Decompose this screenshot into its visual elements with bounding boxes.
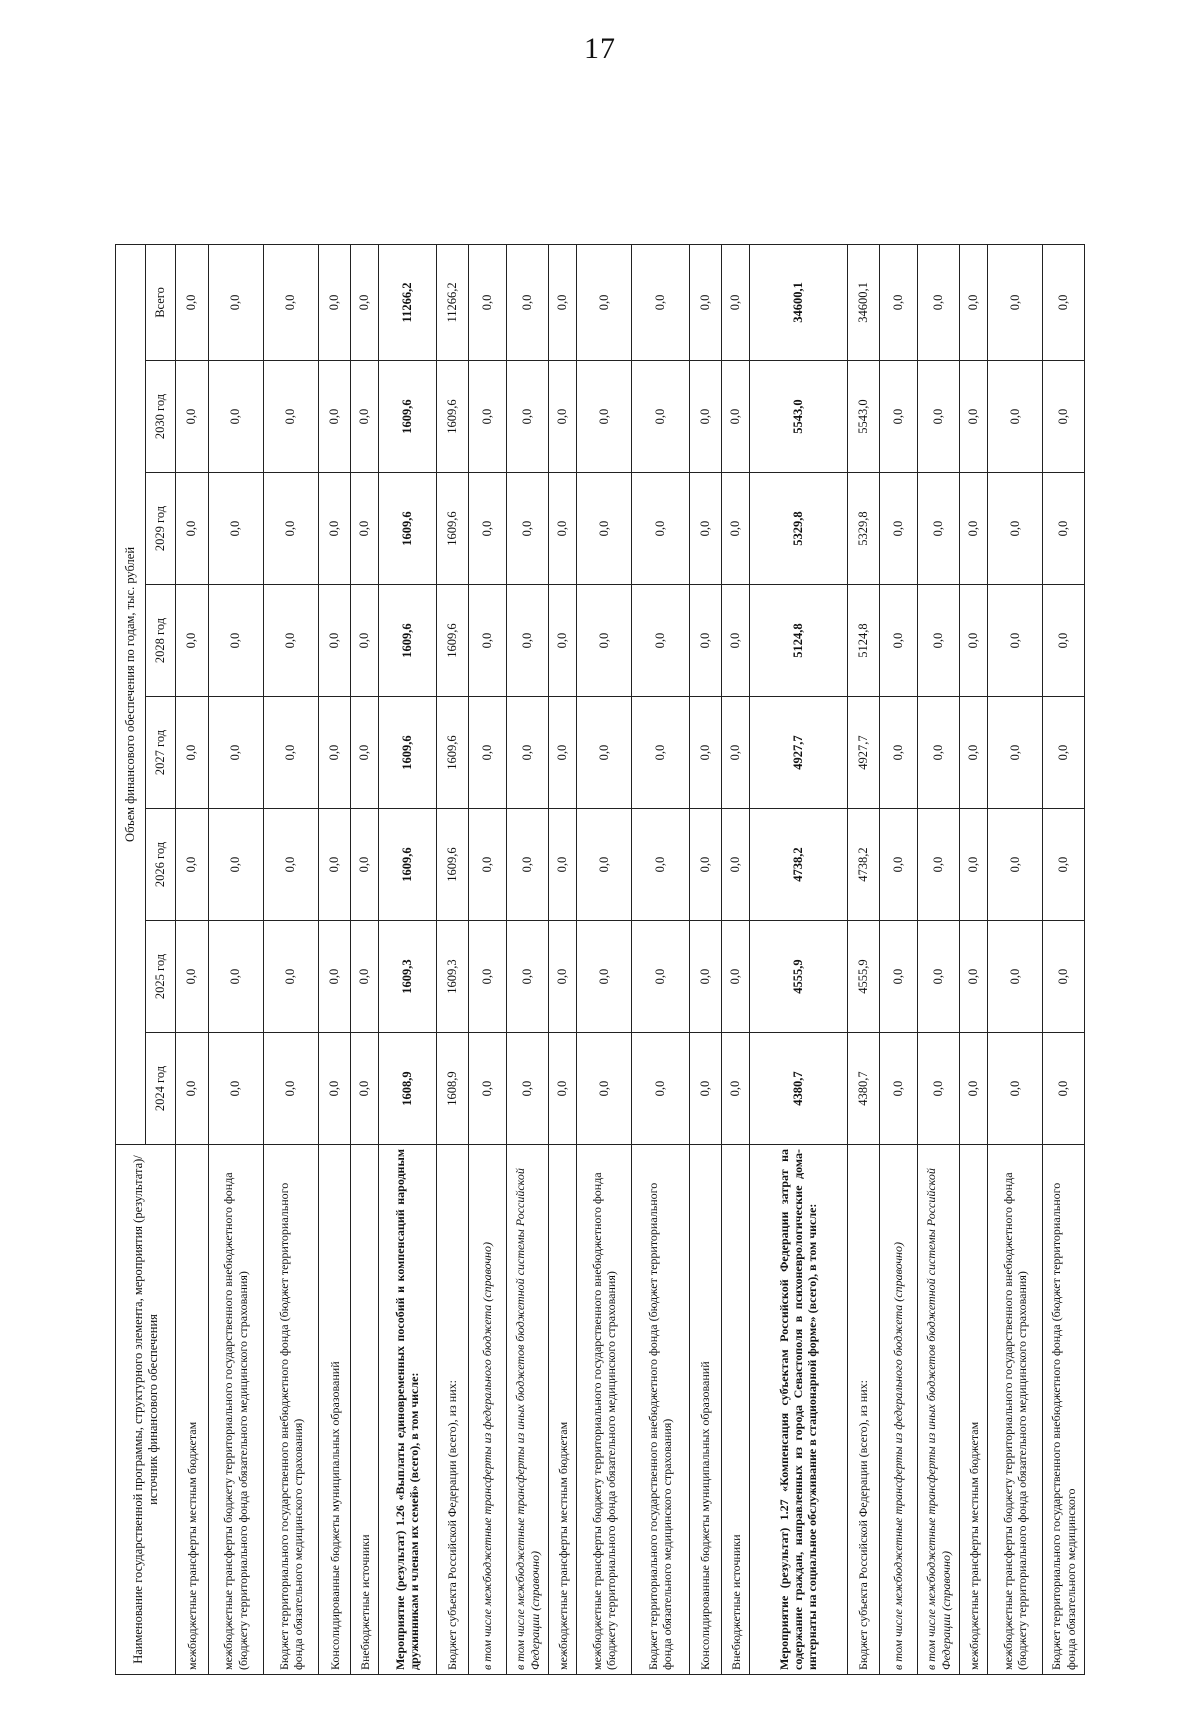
row-name-cell: межбюджетные трансферты бюджету территориального государственного внебюджетного фонда (бюджету территориального фонда обязательного медицинского страхования) (208, 1145, 263, 1675)
row-value-cell: 0,0 (632, 473, 690, 585)
table-row (436, 244, 469, 1674)
row-value-cell: 0,0 (917, 473, 960, 585)
row-value-cell: 0,0 (988, 697, 1043, 809)
row-value-cell: 0,0 (318, 809, 351, 921)
header-financing-group: Объем финансового обеспечения по годам, тыс. рублей (116, 244, 146, 1144)
row-value-cell: 0,0 (988, 921, 1043, 1033)
row-name-cell: Консолидированные бюджеты муниципальных образований (318, 1145, 351, 1675)
header-year-2026: 2026 год (146, 809, 176, 921)
row-value-cell: 0,0 (176, 809, 209, 921)
row-value-cell: 0,0 (549, 585, 577, 697)
row-name-cell: Консолидированные бюджеты муниципальных образований (689, 1145, 722, 1675)
row-value-cell: 0,0 (917, 921, 960, 1033)
row-value-cell: 0,0 (722, 921, 750, 1033)
table-row (263, 244, 318, 1674)
row-value-cell: 0,0 (208, 473, 263, 585)
row-value-cell: 0,0 (263, 473, 318, 585)
row-value-cell: 0,0 (988, 361, 1043, 473)
row-value-cell: 0,0 (576, 473, 631, 585)
header-year-2029: 2029 год (146, 473, 176, 585)
row-value-cell: 0,0 (1043, 473, 1085, 585)
row-value-cell: 5543,0 (749, 361, 847, 473)
row-value-cell: 0,0 (689, 1033, 722, 1145)
row-value-cell: 0,0 (176, 473, 209, 585)
row-value-cell: 0,0 (632, 1033, 690, 1145)
row-value-cell: 0,0 (318, 697, 351, 809)
row-value-cell: 4380,7 (749, 1033, 847, 1145)
row-total-cell: 0,0 (469, 244, 507, 360)
row-total-cell: 0,0 (632, 244, 690, 360)
row-name-cell: Внебюджетные источники (722, 1145, 750, 1675)
row-value-cell: 0,0 (917, 697, 960, 809)
row-value-cell: 0,0 (176, 361, 209, 473)
row-value-cell: 0,0 (1043, 697, 1085, 809)
row-value-cell: 0,0 (632, 921, 690, 1033)
header-year-2024: 2024 год (146, 1033, 176, 1145)
row-name-cell: в том числе межбюджетные трансферты из иных бюджетов бюджетной системы Российской Федерации (справочно) (506, 1145, 549, 1675)
row-value-cell: 0,0 (722, 585, 750, 697)
row-value-cell: 0,0 (880, 921, 918, 1033)
row-value-cell: 0,0 (988, 585, 1043, 697)
row-value-cell: 0,0 (351, 809, 379, 921)
row-value-cell: 1609,6 (436, 697, 469, 809)
row-value-cell: 0,0 (506, 697, 549, 809)
row-value-cell: 0,0 (263, 585, 318, 697)
row-value-cell: 0,0 (576, 921, 631, 1033)
row-value-cell: 0,0 (960, 809, 988, 921)
row-value-cell: 0,0 (469, 809, 507, 921)
row-value-cell: 0,0 (917, 1033, 960, 1145)
row-value-cell: 0,0 (722, 361, 750, 473)
header-year-2028: 2028 год (146, 585, 176, 697)
row-value-cell: 4555,9 (847, 921, 880, 1033)
table-row (1043, 244, 1085, 1674)
row-value-cell: 0,0 (988, 1033, 1043, 1145)
row-total-cell: 0,0 (318, 244, 351, 360)
row-value-cell: 5124,8 (847, 585, 880, 697)
row-value-cell: 0,0 (549, 809, 577, 921)
row-value-cell: 0,0 (351, 585, 379, 697)
row-name-cell: Бюджет субъекта Российской Федерации (всего), из них: (847, 1145, 880, 1675)
row-value-cell: 0,0 (506, 921, 549, 1033)
financing-table (115, 244, 1085, 1675)
row-value-cell: 0,0 (880, 1033, 918, 1145)
row-value-cell: 0,0 (469, 361, 507, 473)
row-name-cell: Бюджет территориального государственного внебюджетного фонда (бюджет территориального фонда обязательного медицинского (1043, 1145, 1085, 1675)
row-value-cell: 0,0 (549, 1033, 577, 1145)
row-value-cell: 0,0 (506, 809, 549, 921)
table-row (576, 244, 631, 1674)
table-row (722, 244, 750, 1674)
row-total-cell: 11266,2 (436, 244, 469, 360)
row-value-cell: 4380,7 (847, 1033, 880, 1145)
row-value-cell: 0,0 (917, 585, 960, 697)
row-value-cell: 0,0 (880, 361, 918, 473)
row-value-cell: 0,0 (1043, 1033, 1085, 1145)
row-value-cell: 1609,6 (379, 585, 437, 697)
table-row (880, 244, 918, 1674)
row-value-cell: 1609,3 (436, 921, 469, 1033)
page-number: 17 (584, 32, 616, 65)
row-total-cell: 0,0 (689, 244, 722, 360)
row-value-cell: 0,0 (960, 697, 988, 809)
row-name-cell: Мероприятие (результат) 1.27 «Компенсация субъектам Российской Федерации затрат на содержание граждан, направленных из города Севастополя в психоневрологические дома-интернаты на социальное обслуживание в стационарной форме» (всего), в том числе: (749, 1145, 847, 1675)
row-value-cell: 0,0 (880, 809, 918, 921)
row-total-cell: 0,0 (960, 244, 988, 360)
row-total-cell: 0,0 (880, 244, 918, 360)
row-value-cell: 0,0 (469, 585, 507, 697)
row-value-cell: 0,0 (917, 809, 960, 921)
row-value-cell: 0,0 (1043, 809, 1085, 921)
table-row (749, 244, 847, 1674)
header-name-column: Наименование государственной программы, структурного элемента, мероприятия (результата)/источник финансового обеспечения (116, 1145, 176, 1675)
row-name-cell: Мероприятие (результат) 1.26 «Выплаты единовременных пособий и компенсаций народным дружинникам и членам их семей» (всего), в том числе: (379, 1145, 437, 1675)
row-name-cell: Бюджет территориального государственного внебюджетного фонда (бюджет территориального фонда обязательного медицинского страхования) (263, 1145, 318, 1675)
row-value-cell: 0,0 (689, 697, 722, 809)
row-value-cell: 0,0 (1043, 361, 1085, 473)
row-value-cell: 0,0 (576, 697, 631, 809)
row-value-cell: 0,0 (318, 361, 351, 473)
row-value-cell: 0,0 (632, 585, 690, 697)
table-row (960, 244, 988, 1674)
row-value-cell: 0,0 (549, 921, 577, 1033)
row-value-cell: 0,0 (689, 473, 722, 585)
row-value-cell: 0,0 (208, 921, 263, 1033)
row-value-cell: 0,0 (351, 1033, 379, 1145)
row-value-cell: 0,0 (351, 697, 379, 809)
row-name-cell: Бюджет субъекта Российской Федерации (всего), из них: (436, 1145, 469, 1675)
row-total-cell: 0,0 (208, 244, 263, 360)
row-value-cell: 0,0 (318, 1033, 351, 1145)
row-value-cell: 0,0 (176, 1033, 209, 1145)
row-value-cell: 0,0 (351, 473, 379, 585)
table-row (988, 244, 1043, 1674)
row-value-cell: 0,0 (576, 809, 631, 921)
row-value-cell: 4927,7 (749, 697, 847, 809)
table-row (318, 244, 351, 1674)
row-value-cell: 0,0 (318, 585, 351, 697)
row-value-cell: 0,0 (960, 361, 988, 473)
row-total-cell: 0,0 (506, 244, 549, 360)
row-value-cell: 0,0 (469, 473, 507, 585)
row-value-cell: 0,0 (469, 1033, 507, 1145)
table-row (632, 244, 690, 1674)
row-value-cell: 0,0 (880, 585, 918, 697)
row-value-cell: 1609,6 (436, 361, 469, 473)
row-value-cell: 5329,8 (749, 473, 847, 585)
row-value-cell: 0,0 (176, 585, 209, 697)
row-value-cell: 0,0 (263, 809, 318, 921)
row-value-cell: 0,0 (506, 1033, 549, 1145)
row-value-cell: 0,0 (208, 697, 263, 809)
row-value-cell: 0,0 (960, 585, 988, 697)
table-row (351, 244, 379, 1674)
row-value-cell: 5543,0 (847, 361, 880, 473)
row-value-cell: 0,0 (632, 361, 690, 473)
table-row (176, 244, 209, 1674)
row-value-cell: 1608,9 (379, 1033, 437, 1145)
row-total-cell: 0,0 (576, 244, 631, 360)
row-total-cell: 0,0 (988, 244, 1043, 360)
row-value-cell: 4738,2 (749, 809, 847, 921)
row-value-cell: 1609,6 (436, 473, 469, 585)
row-value-cell: 0,0 (689, 921, 722, 1033)
table-row (549, 244, 577, 1674)
row-name-cell: межбюджетные трансферты местным бюджетам (176, 1145, 209, 1675)
row-value-cell: 0,0 (506, 585, 549, 697)
row-value-cell: 0,0 (960, 1033, 988, 1145)
table-row (469, 244, 507, 1674)
table-body (176, 244, 1085, 1674)
row-name-cell: в том числе межбюджетные трансферты из федерального бюджета (справочно) (880, 1145, 918, 1675)
row-value-cell: 0,0 (263, 921, 318, 1033)
row-value-cell: 1609,6 (379, 473, 437, 585)
row-name-cell: межбюджетные трансферты бюджету территориального государственного внебюджетного фонда (бюджету территориального фонда обязательного медицинского страхования) (576, 1145, 631, 1675)
row-value-cell: 0,0 (263, 1033, 318, 1145)
row-total-cell: 0,0 (176, 244, 209, 360)
row-name-cell: Внебюджетные источники (351, 1145, 379, 1675)
row-value-cell: 4738,2 (847, 809, 880, 921)
table-row (847, 244, 880, 1674)
row-value-cell: 0,0 (549, 361, 577, 473)
row-total-cell: 0,0 (549, 244, 577, 360)
row-value-cell: 0,0 (549, 697, 577, 809)
row-value-cell: 0,0 (351, 361, 379, 473)
row-value-cell: 0,0 (208, 1033, 263, 1145)
row-name-cell: в том числе межбюджетные трансферты из иных бюджетов бюджетной системы Российской Федерации (справочно) (917, 1145, 960, 1675)
row-total-cell: 34600,1 (847, 244, 880, 360)
row-value-cell: 0,0 (880, 697, 918, 809)
row-value-cell: 0,0 (208, 361, 263, 473)
row-value-cell: 0,0 (506, 361, 549, 473)
row-value-cell: 0,0 (506, 473, 549, 585)
row-value-cell: 5124,8 (749, 585, 847, 697)
row-value-cell: 0,0 (988, 473, 1043, 585)
row-value-cell: 0,0 (576, 1033, 631, 1145)
row-value-cell: 1609,6 (379, 361, 437, 473)
row-name-cell: межбюджетные трансферты бюджету территориального государственного внебюджетного фонда (бюджету территориального фонда обязательного медицинского страхования) (988, 1145, 1043, 1675)
row-value-cell: 0,0 (576, 585, 631, 697)
row-value-cell: 0,0 (176, 921, 209, 1033)
row-value-cell: 0,0 (1043, 585, 1085, 697)
row-value-cell: 0,0 (988, 809, 1043, 921)
row-value-cell: 1608,9 (436, 1033, 469, 1145)
row-value-cell: 0,0 (263, 361, 318, 473)
table-row (917, 244, 960, 1674)
row-value-cell: 0,0 (318, 921, 351, 1033)
row-name-cell: в том числе межбюджетные трансферты из федерального бюджета (справочно) (469, 1145, 507, 1675)
row-name-cell: межбюджетные трансферты местным бюджетам (960, 1145, 988, 1675)
row-value-cell: 5329,8 (847, 473, 880, 585)
table-row (506, 244, 549, 1674)
row-value-cell: 0,0 (689, 809, 722, 921)
row-total-cell: 0,0 (1043, 244, 1085, 360)
row-value-cell: 1609,6 (379, 809, 437, 921)
row-value-cell: 4555,9 (749, 921, 847, 1033)
row-value-cell: 0,0 (263, 697, 318, 809)
row-value-cell: 0,0 (880, 473, 918, 585)
row-value-cell: 0,0 (632, 809, 690, 921)
table-row (208, 244, 263, 1674)
row-value-cell: 0,0 (469, 921, 507, 1033)
row-value-cell: 0,0 (689, 361, 722, 473)
row-value-cell: 4927,7 (847, 697, 880, 809)
row-total-cell: 0,0 (263, 244, 318, 360)
row-value-cell: 0,0 (722, 697, 750, 809)
row-value-cell: 0,0 (576, 361, 631, 473)
row-name-cell: Бюджет территориального государственного внебюджетного фонда (бюджет территориального фонда обязательного медицинского страхования) (632, 1145, 690, 1675)
row-value-cell: 0,0 (176, 697, 209, 809)
row-total-cell: 34600,1 (749, 244, 847, 360)
row-value-cell: 0,0 (469, 697, 507, 809)
row-value-cell: 1609,3 (379, 921, 437, 1033)
header-total: Всего (146, 244, 176, 360)
row-total-cell: 0,0 (351, 244, 379, 360)
row-value-cell: 1609,6 (436, 585, 469, 697)
rotated-table-container (115, 245, 1085, 1675)
row-value-cell: 0,0 (208, 585, 263, 697)
row-value-cell: 0,0 (960, 921, 988, 1033)
row-value-cell: 1609,6 (379, 697, 437, 809)
row-value-cell: 0,0 (351, 921, 379, 1033)
row-value-cell: 0,0 (318, 473, 351, 585)
header-year-2025: 2025 год (146, 921, 176, 1033)
row-value-cell: 0,0 (689, 585, 722, 697)
row-value-cell: 0,0 (917, 361, 960, 473)
row-value-cell: 0,0 (208, 809, 263, 921)
row-value-cell: 0,0 (960, 473, 988, 585)
row-value-cell: 0,0 (722, 473, 750, 585)
table-row (689, 244, 722, 1674)
table-row (379, 244, 437, 1674)
row-value-cell: 1609,6 (436, 809, 469, 921)
row-value-cell: 0,0 (632, 697, 690, 809)
row-name-cell: межбюджетные трансферты местным бюджетам (549, 1145, 577, 1675)
row-value-cell: 0,0 (722, 1033, 750, 1145)
row-value-cell: 0,0 (722, 809, 750, 921)
row-value-cell: 0,0 (549, 473, 577, 585)
row-value-cell: 0,0 (1043, 921, 1085, 1033)
row-total-cell: 11266,2 (379, 244, 437, 360)
header-year-2027: 2027 год (146, 697, 176, 809)
row-total-cell: 0,0 (722, 244, 750, 360)
header-year-2030: 2030 год (146, 361, 176, 473)
table-header (116, 244, 176, 1674)
row-total-cell: 0,0 (917, 244, 960, 360)
